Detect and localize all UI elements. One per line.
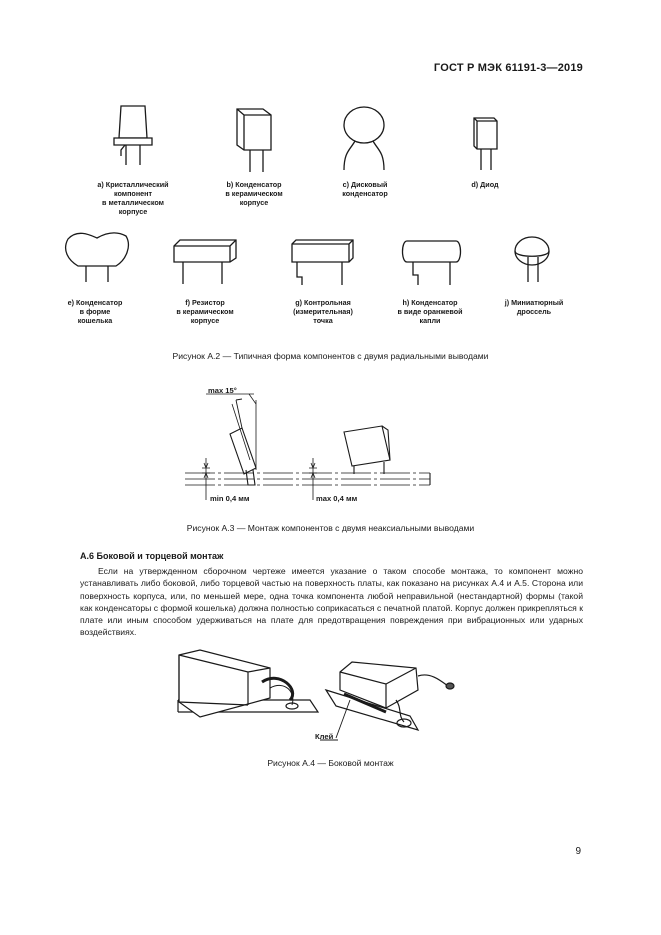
figure-a3-caption: Рисунок А.3 — Монтаж компонентов с двумя неаксиальными выводами xyxy=(186,523,475,533)
label-max-gap: max 0,4 мм xyxy=(316,494,358,503)
fig-a2-label-b: b) Конденсатор в керамическом корпусе xyxy=(225,180,283,207)
fig-a2-label-d: d) Диод xyxy=(471,180,499,189)
fig-a2-label-h: h) Конденсатор в виде оранжевой капли xyxy=(397,298,463,325)
label-min-gap: min 0,4 мм xyxy=(210,494,250,503)
fig-a2-label-a: a) Кристаллический компонент в металлическом корпусе xyxy=(97,180,169,216)
fig-a2-label-g: g) Контрольная (измерительная) точка xyxy=(293,298,353,325)
label-glue: Клей xyxy=(315,732,334,741)
fig-a2-label-f: f) Резистор в керамическом корпусе xyxy=(176,298,234,325)
fig-a2-label-c: c) Дисковый конденсатор xyxy=(342,180,388,198)
side-mounted-component-right xyxy=(340,662,454,727)
figure-a4-caption: Рисунок А.4 — Боковой монтаж xyxy=(267,758,394,768)
fig-a2-label-e: e) Конденсатор в форме кошелька xyxy=(67,298,123,325)
page-number: 9 xyxy=(575,846,581,857)
fig-a2-label-j: j) Миниатюрный дроссель xyxy=(504,298,564,316)
document-header: ГОСТ Р МЭК 61191-3—2019 xyxy=(433,62,583,74)
section-title: А.6 Боковой и торцевой монтаж xyxy=(80,551,224,561)
section-paragraph: Если на утвержденном сборочном чертеже имеется указание о таком способе монтажа, то компонент можно устанавливать либо боковой, либо торцевой частью на поверхность платы, как показано на рисунках А.4 и А.5. Сторона или поверхность корпуса, или, по меньшей мере, одна точка компонента любой неправильной (нестандартной) формы (такой как конденсаторы с формой кошелька) должна полностью соприкасаться с печатной платой. Корпус должен прикрепляться к плате или иным способом удерживаться на плате для предотвращения повреждения при вибрационных или ударных воздействиях. xyxy=(80,566,583,638)
label-max-angle: max 15° xyxy=(208,386,237,395)
figure-a2-caption: Рисунок А.2 — Типичная форма компонентов с двумя радиальными выводами xyxy=(172,351,489,361)
side-mounted-component-left xyxy=(179,650,298,717)
